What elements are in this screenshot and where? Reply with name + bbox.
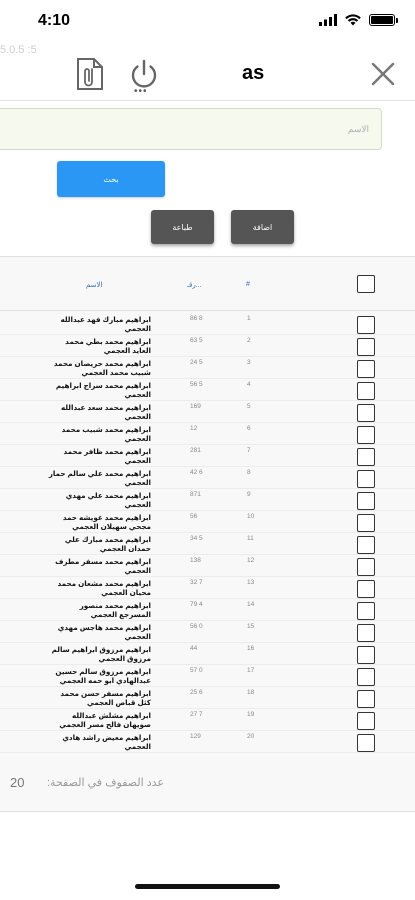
cell-name: ابراهيم محمد شبيب محمد العجمي: [61, 425, 151, 443]
table-row[interactable]: [0, 599, 415, 621]
table-row[interactable]: [0, 489, 415, 511]
toolbar-divider: [0, 100, 415, 101]
row-checkbox[interactable]: [357, 558, 375, 576]
header-index[interactable]: #: [246, 281, 250, 288]
row-checkbox[interactable]: [357, 382, 375, 400]
cell-index: 20: [247, 733, 255, 740]
cell-name: ابراهيم محمد منصور المسرجع العجمي: [79, 601, 151, 619]
cell-index: 1: [247, 315, 251, 322]
cell-name: ابراهيم معيض راشد هادي العجمي: [62, 733, 151, 751]
cell-number: 57 0: [190, 667, 203, 674]
rows-per-page-label: عدد الصفوف في الصفحة:: [47, 777, 164, 789]
battery-icon: [369, 14, 395, 26]
data-table: [0, 256, 415, 812]
table-row[interactable]: [0, 511, 415, 533]
cell-name: ابراهيم محمد عويشه حمد مجحي سهيلان العجمي: [62, 513, 151, 531]
cell-index: 7: [247, 447, 251, 454]
table-row[interactable]: [0, 467, 415, 489]
row-checkbox[interactable]: [357, 602, 375, 620]
cell-number: 32 7: [190, 579, 203, 586]
row-checkbox[interactable]: [357, 404, 375, 422]
select-all-checkbox[interactable]: [357, 275, 375, 293]
row-checkbox[interactable]: [357, 580, 375, 598]
row-checkbox[interactable]: [357, 470, 375, 488]
cell-number: 56: [190, 513, 198, 520]
search-button[interactable]: بحث: [57, 161, 165, 197]
cell-index: 6: [247, 425, 251, 432]
cell-number: 169: [190, 403, 201, 410]
cell-index: 8: [247, 469, 251, 476]
cell-name: ابراهيم محمد ظافر محمد العجمي: [63, 447, 151, 465]
home-indicator: [135, 884, 280, 889]
row-checkbox[interactable]: [357, 514, 375, 532]
row-checkbox[interactable]: [357, 536, 375, 554]
row-checkbox[interactable]: [357, 426, 375, 444]
row-checkbox[interactable]: [357, 734, 375, 752]
row-checkbox[interactable]: [357, 712, 375, 730]
header-number[interactable]: رقـ...: [187, 282, 202, 289]
row-checkbox[interactable]: [357, 624, 375, 642]
table-row[interactable]: [0, 357, 415, 379]
cell-name: ابراهيم مرزوق سالم حسين عبدالهادي ابو حمه العجمي: [55, 667, 151, 685]
cell-index: 4: [247, 381, 251, 388]
page-title: as: [242, 62, 265, 84]
cell-name: ابراهيم مبارك فهد عبدالله العجمي: [60, 315, 151, 333]
cell-name: ابراهيم محمد حريصان محمد شبيب محمد العجمي: [53, 359, 151, 377]
cell-number: 12: [190, 425, 198, 432]
table-row[interactable]: [0, 643, 415, 665]
cell-number: 27 7: [190, 711, 203, 718]
cell-index: 11: [247, 535, 254, 542]
cell-name: ابراهيم محمد علي مهدي العجمي: [65, 491, 151, 509]
table-row[interactable]: [0, 445, 415, 467]
cell-number: 56 0: [190, 623, 203, 630]
table-row[interactable]: [0, 401, 415, 423]
cell-index: 19: [247, 711, 255, 718]
table-row[interactable]: [0, 335, 415, 357]
cell-number: 871: [190, 491, 201, 498]
status-time: 4:10: [38, 12, 71, 29]
cell-index: 17: [247, 667, 255, 674]
table-row[interactable]: [0, 621, 415, 643]
wifi-icon: [345, 14, 361, 26]
cell-index: 18: [247, 689, 255, 696]
attachment-document-icon[interactable]: [70, 54, 110, 94]
cell-index: 2: [247, 337, 251, 344]
table-header: [0, 257, 415, 311]
cell-number: 25 6: [190, 689, 203, 696]
cell-number: 129: [190, 733, 201, 740]
cell-name: ابراهيم محمد سعد عبدالله العجمي: [61, 403, 151, 421]
cell-name: ابراهيم مرزوق ابراهيم سالم مرزوق العجمي: [51, 645, 151, 663]
signal-icon: [319, 14, 337, 26]
cell-index: 9: [247, 491, 251, 498]
cell-number: 56 5: [190, 381, 203, 388]
table-row[interactable]: [0, 555, 415, 577]
cell-index: 13: [247, 579, 255, 586]
cell-index: 5: [247, 403, 251, 410]
cell-name: ابراهيم محمد هاجس مهدي العجمي: [57, 623, 151, 641]
table-row[interactable]: [0, 313, 415, 335]
close-icon[interactable]: [363, 54, 403, 94]
cell-name: ابراهيم محمد مبارك علي حمدان العجمي: [64, 535, 151, 553]
cell-number: 24 5: [190, 359, 203, 366]
table-row[interactable]: [0, 423, 415, 445]
print-button[interactable]: طباعة: [151, 210, 214, 244]
row-checkbox[interactable]: [357, 646, 375, 664]
table-footer: [0, 757, 415, 811]
row-checkbox[interactable]: [357, 316, 375, 334]
table-row[interactable]: [0, 731, 415, 753]
table-row[interactable]: [0, 533, 415, 555]
row-checkbox[interactable]: [357, 668, 375, 686]
cell-number: 86 8: [190, 315, 203, 322]
cell-index: 10: [247, 513, 255, 520]
cell-name: ابراهيم محمد بطي محمد العايد العجمي: [65, 337, 151, 355]
cell-number: 138: [190, 557, 201, 564]
add-button[interactable]: اضافة: [231, 210, 294, 244]
cell-index: 14: [247, 601, 255, 608]
table-row[interactable]: [0, 665, 415, 687]
cell-name: ابراهيم محمد مشعان محمد محيان العجمي: [57, 579, 151, 597]
app-version: 5.0.5 :5: [0, 44, 37, 56]
rows-per-page-select[interactable]: 20: [10, 775, 25, 790]
table-row[interactable]: [0, 379, 415, 401]
cell-name: ابراهيم محمد سراج ابراهيم العجمي: [55, 381, 151, 399]
toolbar: [0, 50, 415, 98]
cell-index: 3: [247, 359, 251, 366]
cell-name: ابراهيم مشلش عبدالله صويهان فالح مسر العجمي: [59, 711, 151, 729]
cell-number: 44: [190, 645, 198, 652]
cell-name: ابراهيم محمد علي سالم حمار العجمي: [48, 469, 151, 487]
table-row[interactable]: [0, 709, 415, 731]
search-field[interactable]: [0, 108, 382, 150]
cell-name: ابراهيم محمد مسفر مطرف العجمي: [55, 557, 151, 575]
table-row[interactable]: [0, 687, 415, 709]
row-checkbox[interactable]: [357, 492, 375, 510]
cell-index: 16: [247, 645, 255, 652]
cell-number: 42 6: [190, 469, 203, 476]
cell-index: 12: [247, 557, 255, 564]
cell-number: 34 5: [190, 535, 203, 542]
cell-name: ابراهيم مسفر حسن محمد كثل قباص العجمي: [60, 689, 151, 707]
cell-number: 79 4: [190, 601, 203, 608]
row-checkbox[interactable]: [357, 690, 375, 708]
cell-number: 63 5: [190, 337, 203, 344]
search-input[interactable]: [0, 109, 381, 149]
row-checkbox[interactable]: [357, 360, 375, 378]
header-name[interactable]: الاسم: [86, 282, 103, 289]
row-checkbox[interactable]: [357, 338, 375, 356]
cell-index: 15: [247, 623, 255, 630]
more-dots-icon: •••: [134, 86, 148, 97]
cell-number: 281: [190, 447, 201, 454]
table-row[interactable]: [0, 577, 415, 599]
status-icons: [319, 14, 395, 26]
row-checkbox[interactable]: [357, 448, 375, 466]
status-bar: [0, 0, 415, 44]
